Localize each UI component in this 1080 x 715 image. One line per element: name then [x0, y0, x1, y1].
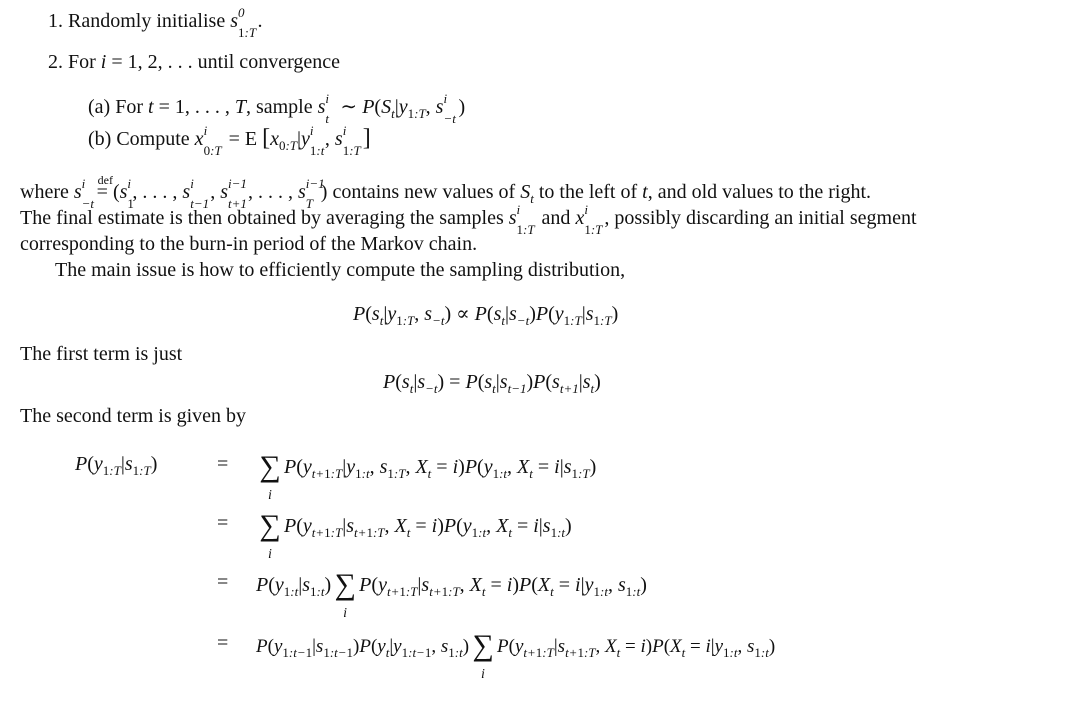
step-2-math: i [100, 51, 107, 73]
paragraph-2: The main issue is how to efficiently compute the sampling distribution, [55, 259, 626, 281]
substep-b-label: (b) [88, 128, 112, 150]
step-1-label: 1. [48, 10, 63, 32]
substep-a-text: For [115, 96, 143, 118]
step-2-label: 2. [48, 51, 63, 73]
paragraph-1-line-3: corresponding to the burn-in period of the Markov chain. [20, 233, 478, 255]
equation-sampling-distribution: $P(s_t|y_{1:T}$, $s_{-t}) \propto P(s_t|s_{-t})P(y_{1:T}|s_{1:T})$ [353, 303, 619, 328]
step-2-until: until convergence [197, 51, 340, 73]
first-term-label: The first term is just [20, 343, 183, 365]
step-1 [48, 5, 264, 40]
equation-rhs-4: $P(y_{1:t-1}|s_{1:t-1})P(y_t|y_{1:t-1}$, $s_{1:t}$) ∑ i $P(y_{t+1:T}|s_{t+1:T}$, $X_t = i)P(X_t = i|y_{1:t}$, $s_{1:t}$) [256, 629, 776, 682]
equation-eq-4: = [217, 632, 229, 654]
substep-a-sample: sample [255, 96, 313, 118]
substep-b-text: Compute [116, 128, 190, 150]
paragraph-1-line-2: The final estimate is then obtained by averaging the samples s i 1:T and x i 1:T , possibly discarding an initial segment [20, 202, 917, 237]
step-1-math: s 0 1:T . [230, 5, 264, 40]
second-term-label: The second term is given by [20, 405, 247, 427]
equation-eq-2: = [217, 512, 229, 534]
equation-eq-1: = [217, 453, 229, 475]
step-1-text: Randomly initialise [68, 10, 226, 32]
equation-lhs: $P(y_{1:T}|s_{1:T})$ [75, 453, 158, 478]
substep-a-label: (a) [88, 96, 111, 118]
equation-rhs-1: ∑ i $P(y_{t+1:T}|y_{1:t}$, $s_{1:T}$, $X_t = i)P(y_{1:t}$, $X_t = i|s_{1:T}$) [259, 450, 597, 503]
equation-rhs-3: $P(y_{1:t}|s_{1:t})$ ∑ i $P(y_{t+1:T}|s_{t+1:T}$, $X_t = i)P(X_t = i|y_{1:t}$, $s_{1:t}$) [256, 568, 647, 621]
def-label: def [97, 173, 113, 187]
step-2-for: For [68, 51, 96, 73]
equation-first-term: $P(s_t|s_{-t}) = P(s_t|s_{t-1})P(s_{t+1}|s_t)$ [383, 371, 601, 396]
step-2: 2. For i = 1, 2, . . . until convergence [48, 51, 340, 73]
substep-a: (a) For t = 1, . . . , T, sample s i t ∼ $P(S_t|y_{1:T}$, s i −t ) [88, 91, 466, 126]
substep-b: (b) Compute x i 0:T = E [$x_{0:T}|y$ i 1:t , s i 1:T ] [88, 123, 371, 158]
equation-eq-3: = [217, 571, 229, 593]
equation-rhs-2: ∑ i $P(y_{t+1:T}|s_{t+1:T}$, $X_t = i)P(y_{1:t}$, $X_t = i|s_{1:t}$) [259, 509, 572, 562]
paragraph-1-line-1: where s i −t def = (s i 1 , . . . , s i t−1 , s i−1 t+1 , . . . , s i−1 T ) contains new values of $S_t$ to the left of t, and old values to the right. [20, 180, 871, 206]
